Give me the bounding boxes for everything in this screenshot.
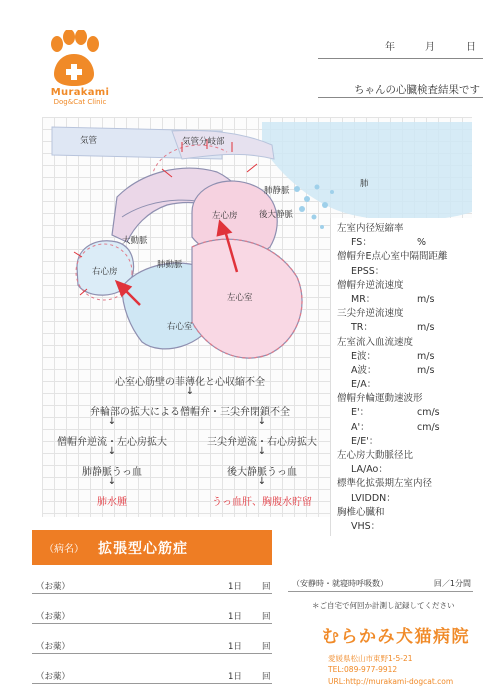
- label-pulmonary-artery: 肺動脈: [157, 260, 183, 270]
- measurement-row: [337, 449, 474, 463]
- measurement-label: 左室内径短縮率: [337, 223, 404, 234]
- flow-arrow: ↓: [107, 446, 117, 457]
- flow-right-3: 三尖弁逆流・右心房拡大: [207, 437, 317, 448]
- medicine-per-day: 1日: [228, 582, 242, 592]
- label-right-ventricle: 右心室: [167, 322, 193, 332]
- medicine-label: （お薬）: [36, 642, 71, 652]
- pet-name-underline: [318, 97, 483, 98]
- measurement-row: [337, 321, 474, 335]
- measurement-label: A'：: [351, 421, 370, 433]
- flow-step-1: 心室心筋壁の菲薄化と心収縮不全: [115, 377, 265, 388]
- breath-label: （安静時・就寝時呼吸数）: [292, 579, 388, 588]
- diagnosis-name: 拡張型心筋症: [98, 540, 188, 557]
- measurement-label: E/A：: [351, 379, 377, 391]
- diagnosis-bar: [32, 530, 272, 565]
- flow-step-2: 弁輪部の拡大による僧帽弁・三尖弁閉鎖不全: [90, 407, 290, 418]
- measurement-row: [337, 392, 474, 406]
- measurement-row: [337, 293, 474, 307]
- label-caudal-vena-cava: 後大静脈: [259, 210, 294, 220]
- flow-arrow: ↓: [257, 446, 267, 457]
- flow-arrow: ↓: [185, 386, 195, 397]
- measurement-row: [337, 236, 474, 250]
- measurement-row: [337, 336, 474, 350]
- flow-arrow: ↓: [107, 476, 117, 487]
- clinic-url: URL:http://murakami-dogcat.com: [328, 677, 454, 686]
- measurement-label: LA/Ao：: [351, 464, 388, 476]
- medicine-row: [32, 666, 272, 684]
- measurement-label: 三尖弁逆流速度: [337, 308, 404, 320]
- measurement-label: E/E'：: [351, 435, 379, 447]
- measurement-unit: m/s: [417, 293, 435, 305]
- measurement-row: [337, 307, 474, 321]
- measurement-row: [337, 477, 474, 491]
- measurement-row: [337, 421, 474, 435]
- measurement-label: VHS：: [351, 520, 381, 532]
- date-underline: [318, 58, 483, 59]
- measurement-row: [337, 250, 474, 264]
- measurement-label: MR：: [351, 293, 376, 305]
- measurement-label: 僧帽弁逆流速度: [337, 279, 404, 291]
- label-aorta: 大動脈: [122, 236, 148, 246]
- measurement-label: 左室流入血流速度: [337, 336, 414, 348]
- measurement-unit: m/s: [417, 322, 435, 334]
- measurement-row: [337, 265, 474, 279]
- measurement-label: E'：: [351, 407, 370, 419]
- measurement-unit: %: [417, 237, 427, 249]
- measurement-unit: m/s: [417, 350, 435, 362]
- measurement-label: LVIDDN：: [351, 492, 396, 504]
- medicine-per-day: 1日: [228, 672, 242, 682]
- flow-left-5: 肺水腫: [97, 497, 127, 508]
- clinic-tel: TEL:089-977-9912: [328, 665, 398, 674]
- measurement-row: [337, 378, 474, 392]
- flow-left-4: 肺静脈うっ血: [82, 467, 142, 478]
- medicine-label: （お薬）: [36, 672, 71, 682]
- label-lung: 肺: [360, 179, 369, 189]
- flow-right-4: 後大静脈うっ血: [227, 467, 297, 478]
- measurement-row: [337, 492, 474, 506]
- year-label: 年: [385, 42, 395, 53]
- measurement-row: [337, 406, 474, 420]
- measurement-row: [337, 279, 474, 293]
- measurement-row: [337, 463, 474, 477]
- measurement-label: E波：: [351, 350, 377, 362]
- flow-arrow: ↓: [257, 476, 267, 487]
- measurement-label: 胸椎心臓和: [337, 506, 385, 518]
- measurement-label: TR：: [351, 322, 373, 334]
- breath-rate-field: [288, 578, 473, 592]
- label-pulmonary-vein: 肺静脈: [264, 186, 290, 196]
- medicine-row: [32, 636, 272, 654]
- clinic-address: 愛媛県松山市東野1-5-21: [328, 654, 413, 663]
- measurement-row: [337, 364, 474, 378]
- measurement-row: [337, 222, 474, 236]
- flow-right-5: うっ血肝、胸腹水貯留: [212, 497, 312, 508]
- measurement-unit: cm/s: [417, 407, 440, 419]
- medicine-times: 回: [262, 612, 271, 622]
- day-label: 日: [466, 42, 476, 53]
- measurement-panel: [330, 218, 478, 536]
- month-label: 月: [425, 42, 435, 53]
- measurement-label: FS：: [351, 237, 372, 249]
- measurement-label: 僧帽弁輪運動速波形: [337, 393, 423, 405]
- medicine-times: 回: [262, 672, 271, 682]
- measurement-label: 僧帽弁E点心室中隔間距離: [337, 251, 448, 263]
- medicine-row: [32, 606, 272, 624]
- measurement-row: [337, 350, 474, 364]
- label-bronchus: 気管分岐部: [182, 137, 225, 147]
- measurement-row: [337, 435, 474, 449]
- breath-unit: 回／1分間: [433, 579, 471, 588]
- medicine-row: [32, 576, 272, 594]
- report-title: ちゃんの心臓検査結果です: [354, 84, 480, 96]
- breath-note: ＊ご自宅で何回か計測し記録してください: [312, 601, 455, 610]
- diagnosis-label: （病名）: [44, 544, 84, 555]
- flow-arrow: ↓: [257, 416, 267, 427]
- label-right-atrium: 右心房: [92, 267, 118, 277]
- measurement-unit: cm/s: [417, 421, 440, 433]
- logo-text: [30, 87, 130, 106]
- measurement-row: [337, 520, 474, 534]
- medicine-label: （お薬）: [36, 582, 71, 592]
- medicine-times: 回: [262, 582, 271, 592]
- measurement-label: 左心房大動脈径比: [337, 450, 414, 461]
- clinic-name: むらかみ犬猫病院: [322, 627, 470, 647]
- lung-shape: [262, 122, 472, 221]
- label-trachea: 気管: [80, 136, 98, 146]
- measurement-row: [337, 506, 474, 520]
- label-left-ventricle: 左心室: [227, 293, 253, 303]
- medicine-times: 回: [262, 642, 271, 652]
- medicine-per-day: 1日: [228, 642, 242, 652]
- logo-subtitle: Dog&Cat Clinic: [53, 98, 107, 106]
- label-left-atrium: 左心房: [212, 211, 238, 221]
- measurement-label: EPSS：: [351, 265, 385, 277]
- measurement-label: A波：: [351, 364, 377, 376]
- flow-arrow: ↓: [107, 416, 117, 427]
- logo-name: Murakami: [50, 87, 110, 98]
- measurement-label: 標準化拡張期左室内径: [337, 478, 433, 490]
- medicine-label: （お薬）: [36, 612, 71, 622]
- medicine-per-day: 1日: [228, 612, 242, 622]
- measurement-unit: m/s: [417, 364, 435, 376]
- flow-left-3: 僧帽弁逆流・左心房拡大: [57, 437, 167, 448]
